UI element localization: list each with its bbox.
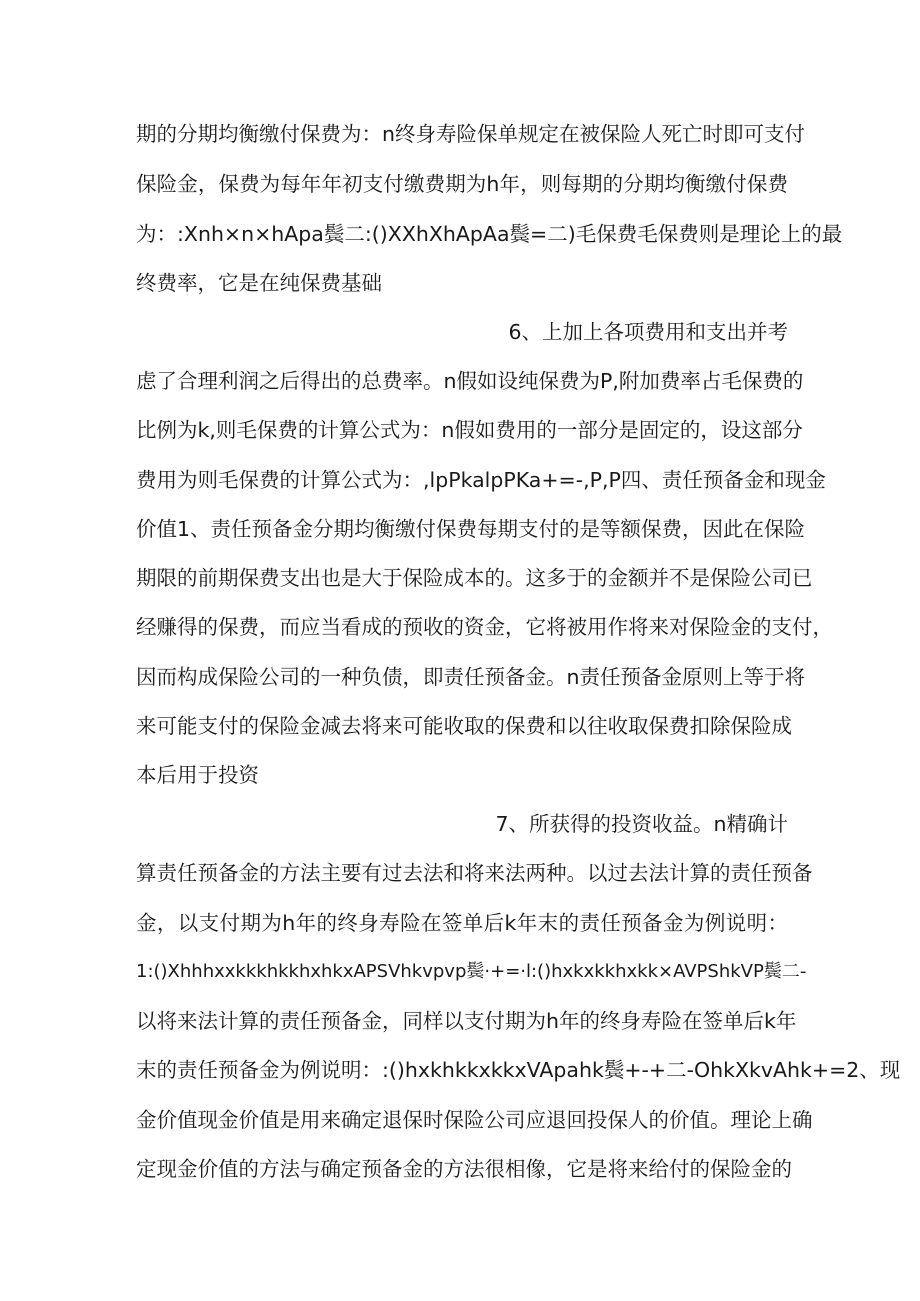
paragraph-line: 算责任预备金的方法主要有过去法和将来法两种。以过去法计算的责任预备 [136, 861, 813, 885]
paragraph-line: 因而构成保险公司的一种负债，即责任预备金。n责任预备金原则上等于将 [136, 665, 805, 689]
formula-line: 1:()XhhhxxkkkhkkhxhkxAPSVhkvpvp鬓·+=·l:()hxkxkkhxkk×AVPShkVP鬓二- [136, 961, 807, 982]
paragraph-line: 期限的前期保费支出也是大于保险成本的。这多于的金额并不是保险公司已 [136, 566, 813, 590]
paragraph-line: 保险金，保费为每年年初支付缴费期为h年，则每期的分期均衡缴付保费 [136, 172, 788, 196]
paragraph-line: 定现金价值的方法与确定预备金的方法很相像，它是将来给付的保险金的 [136, 1157, 792, 1181]
paragraph-line: 金，以支付期为h年的终身寿险在签单后k年末的责任预备金为例说明： [136, 911, 788, 935]
paragraph-line: 末的责任预备金为例说明：:()hxkhkkxkkxVApahk鬓+-+二-OhkXkvAhk+=2、现 [136, 1058, 901, 1082]
paragraph-line: 虑了合理利润之后得出的总费率。n假如设纯保费为P,附加费率占毛保费的 [136, 369, 804, 393]
paragraph-line: 经赚得的保费，而应当看成的预收的资金，它将被用作将来对保险金的支付， [136, 615, 833, 639]
paragraph-line: 比例为k,则毛保费的计算公式为：n假如费用的一部分是固定的，设这部分 [136, 418, 803, 442]
paragraph-line: 费用为则毛保费的计算公式为：,lpPkalpPKa+=-,P,P四、责任预备金和现金 [136, 468, 826, 492]
paragraph-line: 价值1、责任预备金分期均衡缴付保费每期支付的是等额保费，因此在保险 [136, 517, 806, 541]
paragraph-line: 为：:Xnh×n×hApa鬓二:()XXhXhApAa鬓=二)毛保费毛保费则是理论上的最 [136, 222, 843, 246]
paragraph-line: 终费率，它是在纯保费基础 [136, 271, 382, 295]
paragraph-line: 本后用于投资 [136, 763, 259, 787]
paragraph-line: 期的分期均衡缴付保费为：n终身寿险保单规定在被保险人死亡时即可支付 [136, 122, 805, 146]
paragraph-line: 以将来法计算的责任预备金，同样以支付期为h年的终身寿险在签单后k年 [136, 1009, 797, 1033]
paragraph-line: 6、上加上各项费用和支出并考 [508, 320, 788, 344]
paragraph-line: 7、所获得的投资收益。n精确计 [495, 812, 788, 836]
paragraph-line: 金价值现金价值是用来确定退保时保险公司应退回投保人的价值。理论上确 [136, 1108, 813, 1132]
paragraph-line: 来可能支付的保险金减去将来可能收取的保费和以往收取保费扣除保险成 [136, 714, 792, 738]
